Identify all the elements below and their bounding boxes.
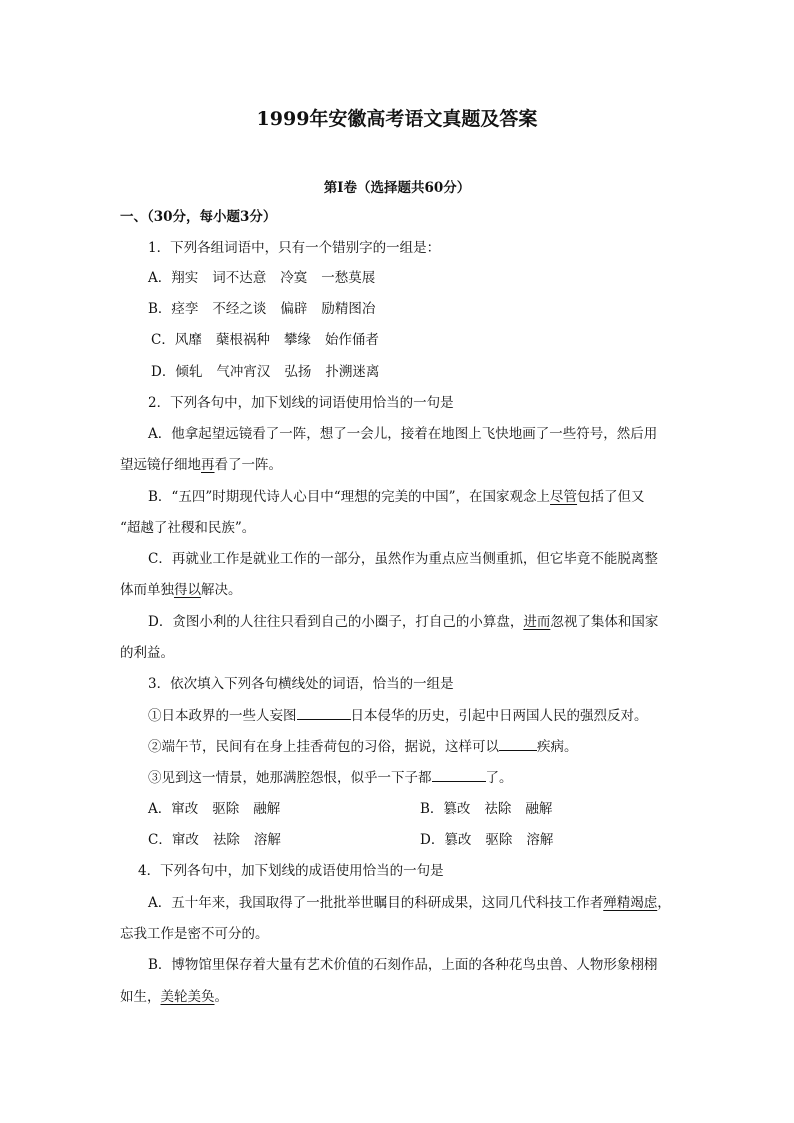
question-4-option-a-line-1: A．五十年来，我国取得了一批批举世瞩目的科研成果，这同几代科技工作者殚精竭虑， [148,895,671,911]
question-4-option-b-line-1: B．博物馆里保存着大量有艺术价值的石刻作品，上面的各种花鸟虫兽、人物形象栩栩 [148,957,658,973]
underlined-term: 尽管 [550,489,578,505]
question-4-option-a-line-2: 忘我工作是密不可分的。 [120,926,269,942]
question-3-sentence-1: ①日本政界的一些人妄图 日本侵华的历史，引起中日两国人民的强烈反对。 [148,705,648,726]
underlined-term: 再 [201,457,215,473]
answer-blank [499,736,537,751]
question-2-option-c-line-1: C．再就业工作是就业工作的一部分，虽然作为重点应当侧重抓，但它毕竟不能脱离整 [148,551,658,567]
question-3-option-d: D．篡改 驱除 溶解 [420,832,554,848]
question-2-option-d-line-2: 的利益。 [120,645,174,661]
underlined-term: 进而 [523,614,551,630]
question-3-option-a: A．窜改 驱除 融解 [148,801,281,817]
answer-blank [297,705,351,720]
question-1-option-d: D．倾轧 气冲宵汉 弘扬 扑溯迷离 [151,364,380,380]
question-3-sentence-2: ②端午节，民间有在身上挂香荷包的习俗，据说，这样可以 疾病。 [148,736,578,757]
question-2-option-b-line-2: “超越了社稷和民族”。 [120,520,256,536]
question-2-option-a-line-2: 望远镜仔细地再看了一阵。 [120,457,282,473]
part-heading: 一、（30分，每小题3分） [120,209,277,225]
question-3-sentence-3: ③见到这一情景，她那满腔怨恨，似乎一下子都 了。 [148,767,513,788]
question-2-option-d-line-1: D．贪图小利的人往往只看到自己的小圈子，打自己的小算盘，进而忽视了集体和国家 [148,614,659,630]
question-2-option-b-line-1: B．“五四”时期现代诗人心目中“理想的完美的中国”，在国家观念上尽管包括了但又 [148,489,645,505]
underlined-idiom: 殚精竭虑 [603,895,658,911]
question-1-option-c: C．风靡 蘖根祸种 攀缘 始作俑者 [151,332,379,348]
underlined-term: 得以 [174,582,201,598]
question-3-stem: 3．依次填入下列各句横线处的词语，恰当的一组是 [148,676,454,692]
question-4-stem: 4．下列各句中，加下划线的成语使用恰当的一句是 [138,863,444,879]
question-3-option-c: C．窜改 祛除 溶解 [148,832,281,848]
answer-blank [432,767,486,782]
question-1-option-b: B．痉孪 不经之谈 偏辟 励精图冶 [148,301,376,317]
question-1-option-a: A．翔实 词不达意 冷寞 一愁莫展 [148,270,376,286]
question-4-option-b-line-2: 如生，美轮美奂。 [120,989,228,1005]
page-title: 1999年安徽高考语文真题及答案 [256,108,538,130]
question-3-option-b: B．篡改 祛除 融解 [420,801,553,817]
question-2-option-c-line-2: 体而单独得以解决。 [120,582,242,598]
underlined-idiom: 美轮美奂 [160,989,215,1005]
question-2-option-a-line-1: A．他拿起望远镜看了一阵，想了一会儿，接着在地图上飞快地画了一些符号，然后用 [148,426,658,442]
question-1-stem: 1．下列各组词语中，只有一个错别字的一组是： [148,240,441,256]
section-heading: 第Ⅰ卷（选择题共60分） [323,180,471,196]
question-2-stem: 2．下列各句中，加下划线的词语使用恰当的一句是 [148,395,454,411]
